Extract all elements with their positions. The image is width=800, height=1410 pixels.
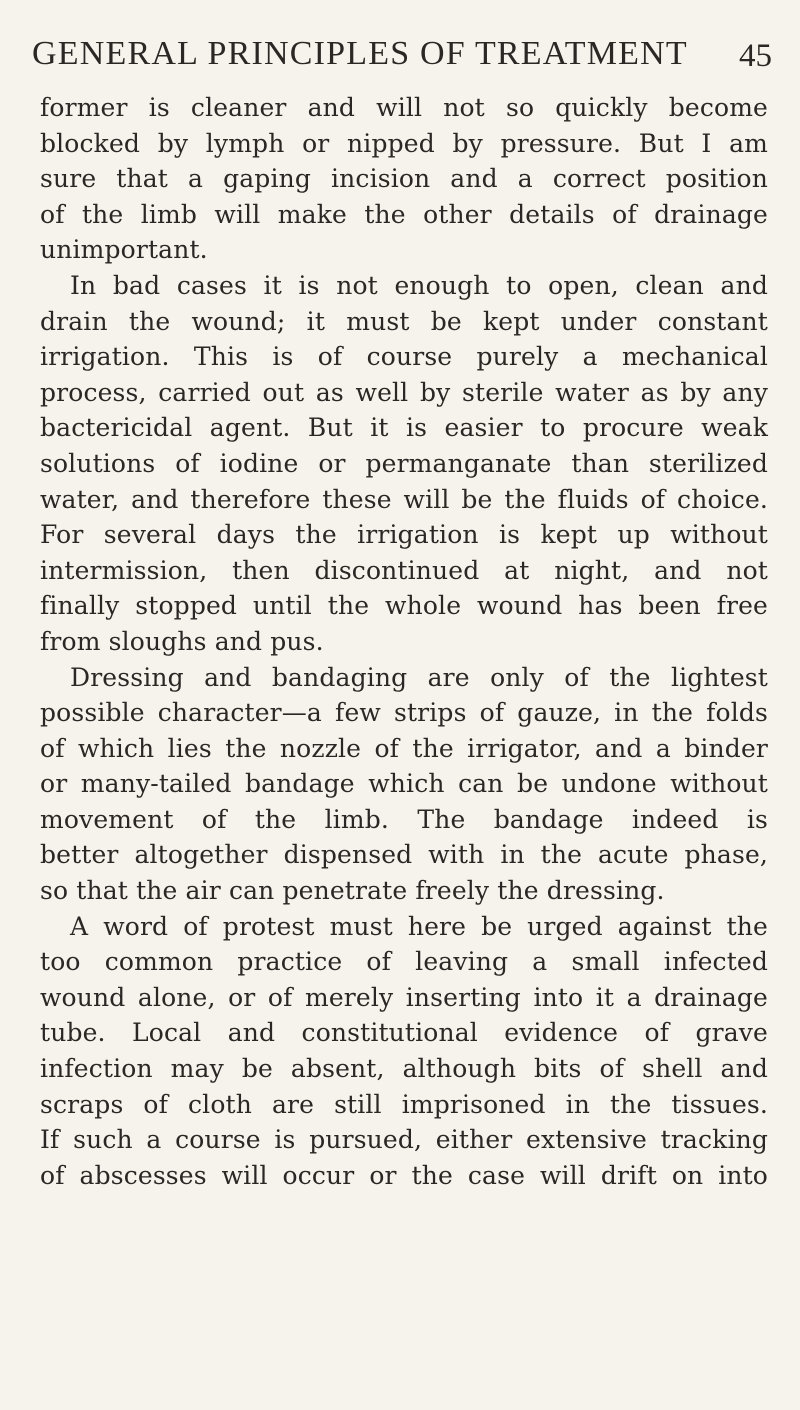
text-line: intermission, then discontinued at night, and not: [40, 555, 768, 585]
text-line: blocked by lymph or nipped by pressure. But I am: [40, 128, 768, 158]
running-head: [32, 26, 772, 76]
text-line: process, carried out as well by sterile water as by any: [40, 377, 768, 407]
body-text: [40, 90, 768, 1193]
text-line: A word of protest must here be urged against the: [70, 911, 768, 941]
text-line: Dressing and bandaging are only of the lightest: [70, 662, 768, 692]
text-line: finally stopped until the whole wound has been free: [40, 591, 768, 621]
text-line: former is cleaner and will not so quickly become: [40, 93, 768, 122]
text-line: If such a course is pursued, either extensive tracking: [40, 1125, 768, 1155]
text-line: water, and therefore these will be the fluids of choice.: [40, 484, 768, 514]
text-line: For several days the irrigation is kept up without: [40, 520, 768, 550]
text-line: of abscesses will occur or the case will drift on into: [40, 1160, 768, 1190]
running-title: GENERAL PRINCIPLES OF TREATMENT: [32, 35, 688, 72]
text-line: unimportant.: [40, 235, 208, 265]
text-line: from sloughs and pus.: [40, 626, 324, 656]
text-line: better altogether dispensed with in the acute phase,: [40, 840, 768, 870]
text-line: so that the air can penetrate freely the dressing.: [40, 876, 665, 906]
text-line: of which lies the nozzle of the irrigator, and a binder: [40, 733, 768, 763]
text-line: bactericidal agent. But it is easier to procure weak: [40, 413, 768, 443]
text-line: possible character—a few strips of gauze, in the folds: [40, 698, 768, 728]
text-line: too common practice of leaving a small infected: [40, 947, 768, 977]
page-number: 45: [739, 38, 772, 74]
text-line: movement of the limb. The bandage indeed is: [40, 804, 768, 834]
text-line: sure that a gaping incision and a correct position: [40, 164, 768, 194]
text-line: or many-tailed bandage which can be undone without: [40, 769, 768, 799]
text-line: wound alone, or of merely inserting into it a drainage: [40, 982, 768, 1012]
text-line: infection may be absent, although bits of shell and: [40, 1054, 768, 1084]
text-line: solutions of iodine or permanganate than sterilized: [40, 448, 768, 478]
text-line: drain the wound; it must be kept under constant: [40, 306, 768, 336]
text-line: In bad cases it is not enough to open, clean and: [70, 270, 768, 300]
text-line: irrigation. This is of course purely a mechanical: [40, 342, 768, 372]
text-line: scraps of cloth are still imprisoned in the tissues.: [40, 1089, 768, 1119]
text-line: tube. Local and constitutional evidence of grave: [40, 1018, 768, 1048]
text-line: of the limb will make the other details of drainage: [40, 199, 768, 229]
